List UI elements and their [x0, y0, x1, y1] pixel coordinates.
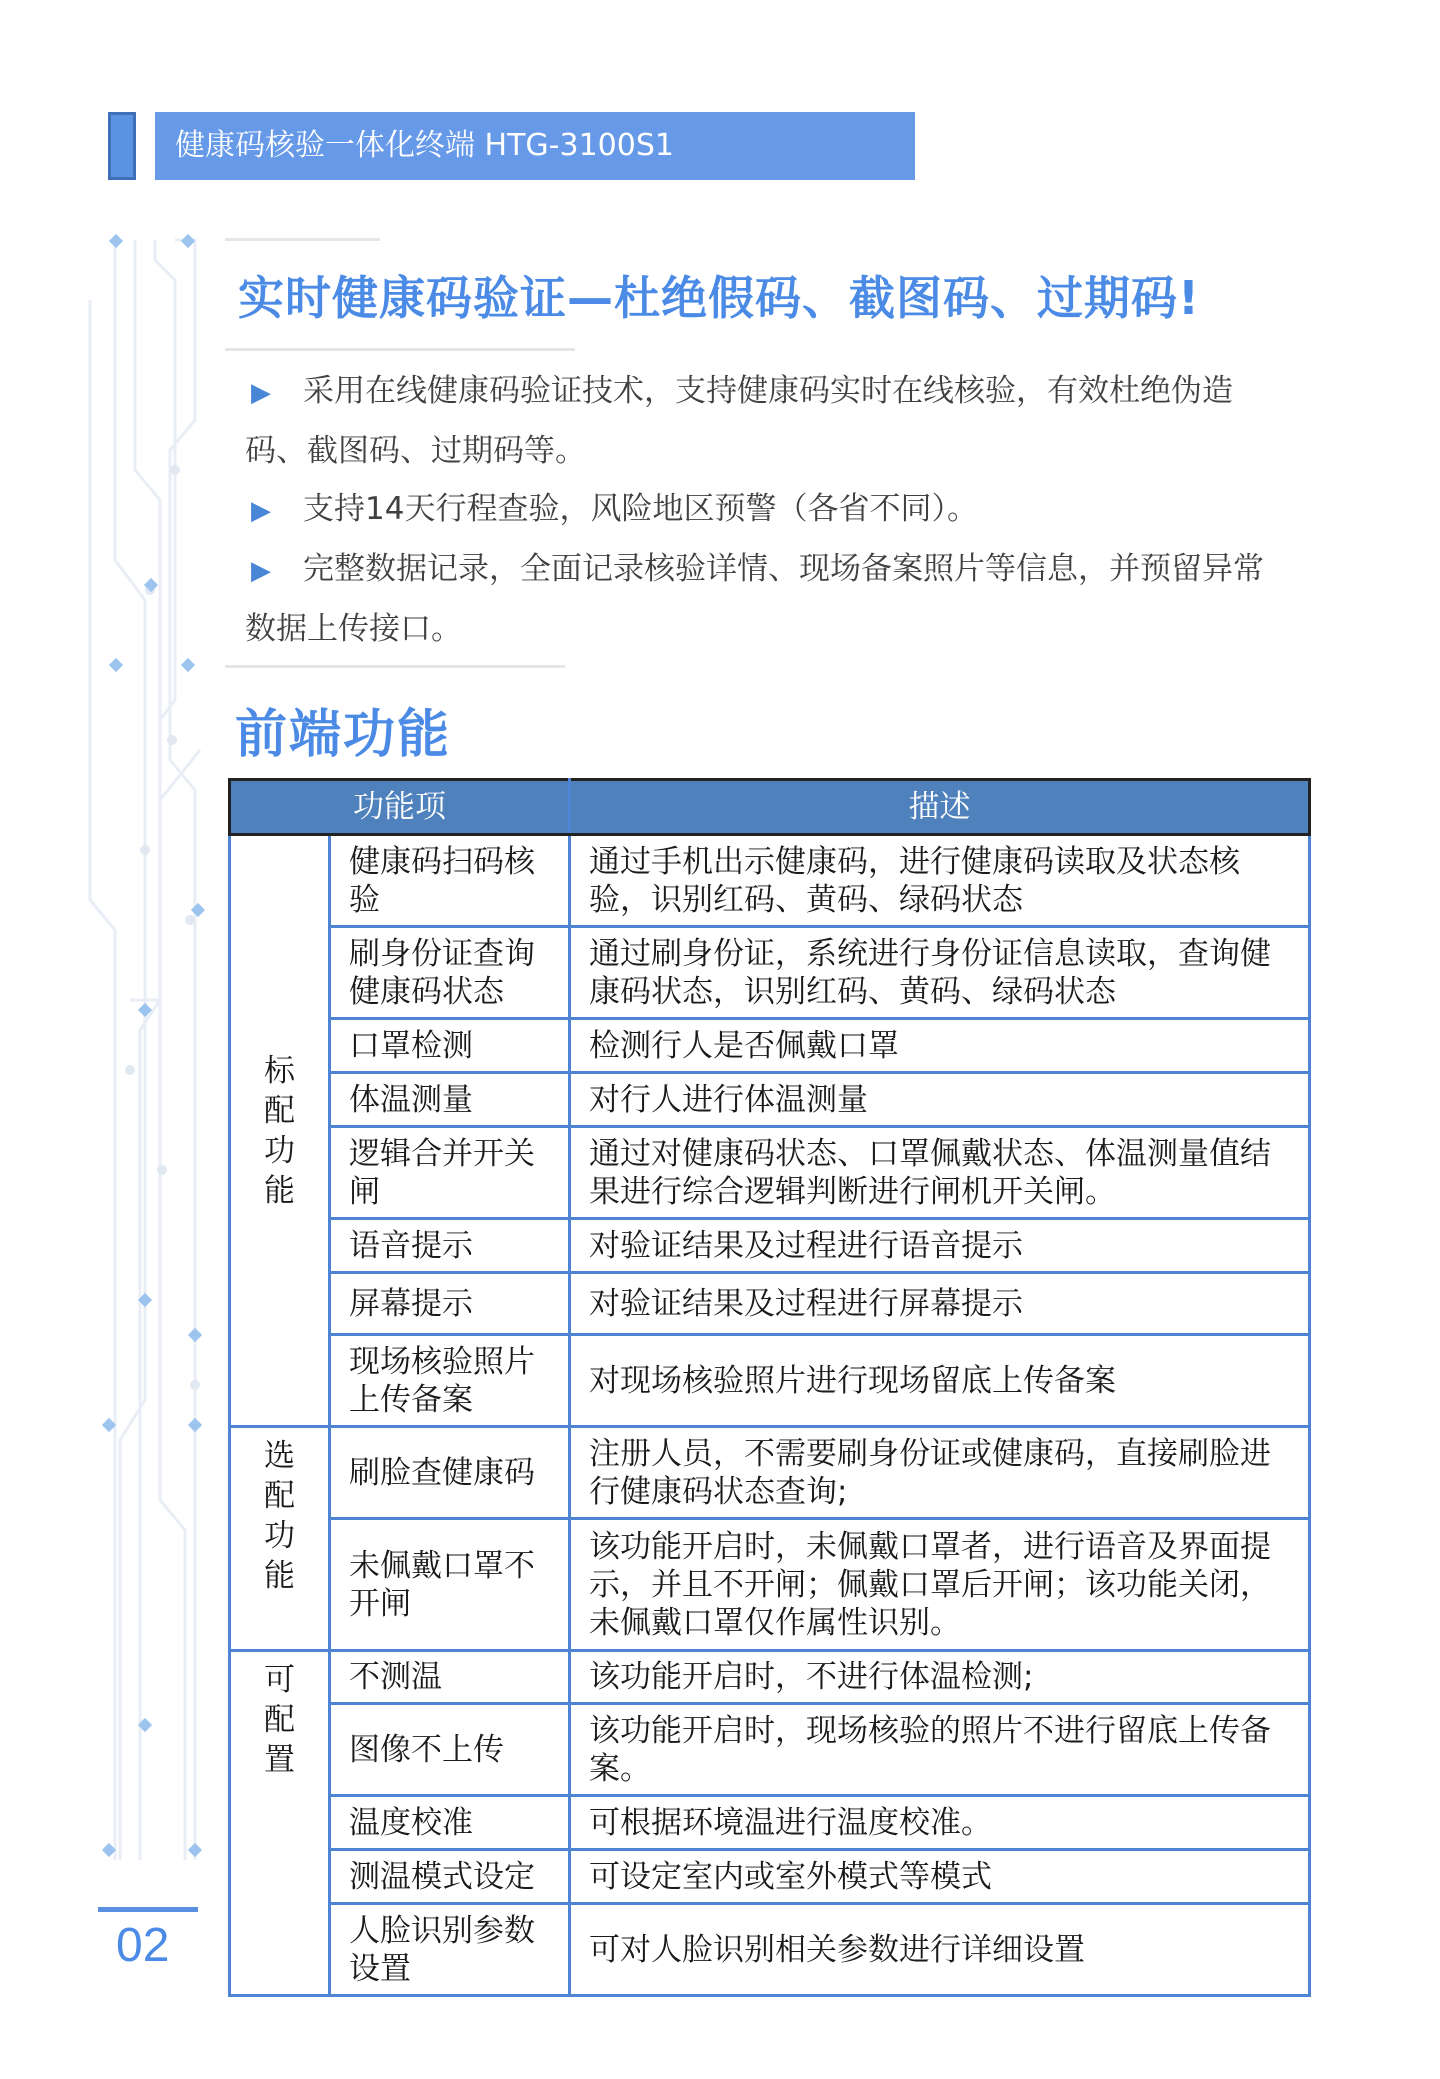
table-row [230, 1335, 1310, 1427]
feature-cell: 图像不上传 [330, 1704, 570, 1796]
description-cell: 该功能开启时，现场核验的照片不进行留底上传备案。 [570, 1704, 1310, 1796]
table-row [230, 1073, 1310, 1127]
description-cell: 通过手机出示健康码，进行健康码读取及状态核验，识别红码、黄码、绿码状态 [570, 835, 1310, 927]
triangle-bullet-icon: ▶ [251, 556, 271, 586]
triangle-bullet-icon: ▶ [251, 496, 271, 526]
feature-cell: 温度校准 [330, 1796, 570, 1850]
page-number-rule [98, 1907, 198, 1912]
feature-cell: 未佩戴口罩不开闸 [330, 1519, 570, 1651]
table-row [230, 1273, 1310, 1335]
column-header-feature: 功能项 [230, 780, 570, 835]
triangle-bullet-icon: ▶ [251, 378, 271, 408]
description-cell: 通过对健康码状态、口罩佩戴状态、体温测量值结果进行综合逻辑判断进行闸机开关闸。 [570, 1127, 1310, 1219]
feature-cell: 刷身份证查询健康码状态 [330, 927, 570, 1019]
headline: 实时健康码验证—杜绝假码、截图码、过期码! [238, 271, 1200, 325]
description-cell: 对现场核验照片进行现场留底上传备案 [570, 1335, 1310, 1427]
feature-cell: 口罩检测 [330, 1019, 570, 1073]
feature-cell: 测温模式设定 [330, 1850, 570, 1904]
description-cell: 注册人员，不需要刷身份证或健康码，直接刷脸进行健康码状态查询; [570, 1427, 1310, 1519]
description-cell: 可对人脸识别相关参数进行详细设置 [570, 1904, 1310, 1996]
page-number: 02 [116, 1919, 170, 1972]
divider [225, 348, 575, 351]
table-row [230, 1427, 1310, 1519]
function-table [228, 778, 1311, 1997]
table-row [230, 1519, 1310, 1651]
description-cell: 通过刷身份证，系统进行身份证信息读取，查询健康码状态，识别红码、黄码、绿码状态 [570, 927, 1310, 1019]
feature-cell: 不测温 [330, 1651, 570, 1704]
feature-cell: 语音提示 [330, 1219, 570, 1273]
feature-cell: 健康码扫码核验 [330, 835, 570, 927]
feature-cell: 刷脸查健康码 [330, 1427, 570, 1519]
description-cell: 可设定室内或室外模式等模式 [570, 1850, 1310, 1904]
divider [225, 665, 565, 668]
feature-cell: 逻辑合并开关闸 [330, 1127, 570, 1219]
description-cell: 该功能开启时，不进行体温检测; [570, 1651, 1310, 1704]
table-row [230, 1704, 1310, 1796]
description-cell: 对验证结果及过程进行屏幕提示 [570, 1273, 1310, 1335]
group-label-standard: 标配功能 [230, 835, 330, 1427]
table-row [230, 1850, 1310, 1904]
header-bar [155, 112, 915, 180]
feature-cell: 人脸识别参数设置 [330, 1904, 570, 1996]
description-cell: 可根据环境温进行温度校准。 [570, 1796, 1310, 1850]
table-row [230, 1127, 1310, 1219]
section-title: 前端功能 [235, 705, 452, 765]
divider [225, 238, 380, 241]
table-row [230, 1019, 1310, 1073]
description-cell: 对验证结果及过程进行语音提示 [570, 1219, 1310, 1273]
header-title: 健康码核验一体化终端 HTG-3100S1 [175, 128, 674, 163]
description-cell: 该功能开启时，未佩戴口罩者，进行语音及界面提示，并且不开闸；佩戴口罩后开闸；该功能关闭，未佩戴口罩仅作属性识别。 [570, 1519, 1310, 1651]
table-row [230, 1904, 1310, 1996]
table-row [230, 1219, 1310, 1273]
table-row [230, 835, 1310, 927]
group-label-configurable: 可配置 [230, 1651, 330, 1996]
description-cell: 检测行人是否佩戴口罩 [570, 1019, 1310, 1073]
bullet-item: ▶ 支持14天行程查验，风险地区预警（各省不同）。 [245, 480, 1285, 540]
table-row [230, 1651, 1310, 1704]
circuit-decoration [0, 0, 240, 1900]
feature-bullet-list [245, 362, 1285, 658]
description-cell: 对行人进行体温测量 [570, 1073, 1310, 1127]
feature-cell: 屏幕提示 [330, 1273, 570, 1335]
feature-cell: 现场核验照片上传备案 [330, 1335, 570, 1427]
table-row [230, 1796, 1310, 1850]
table-header-row [230, 780, 1310, 835]
group-label-optional: 选配功能 [230, 1427, 330, 1651]
column-header-description: 描述 [570, 780, 1310, 835]
feature-cell: 体温测量 [330, 1073, 570, 1127]
bullet-item: ▶ 完整数据记录，全面记录核验详情、现场备案照片等信息，并预留异常数据上传接口。 [245, 540, 1285, 658]
bullet-item: ▶ 采用在线健康码验证技术，支持健康码实时在线核验，有效杜绝伪造码、截图码、过期码等。 [245, 362, 1285, 480]
table-row [230, 927, 1310, 1019]
header-accent-block [108, 112, 136, 180]
